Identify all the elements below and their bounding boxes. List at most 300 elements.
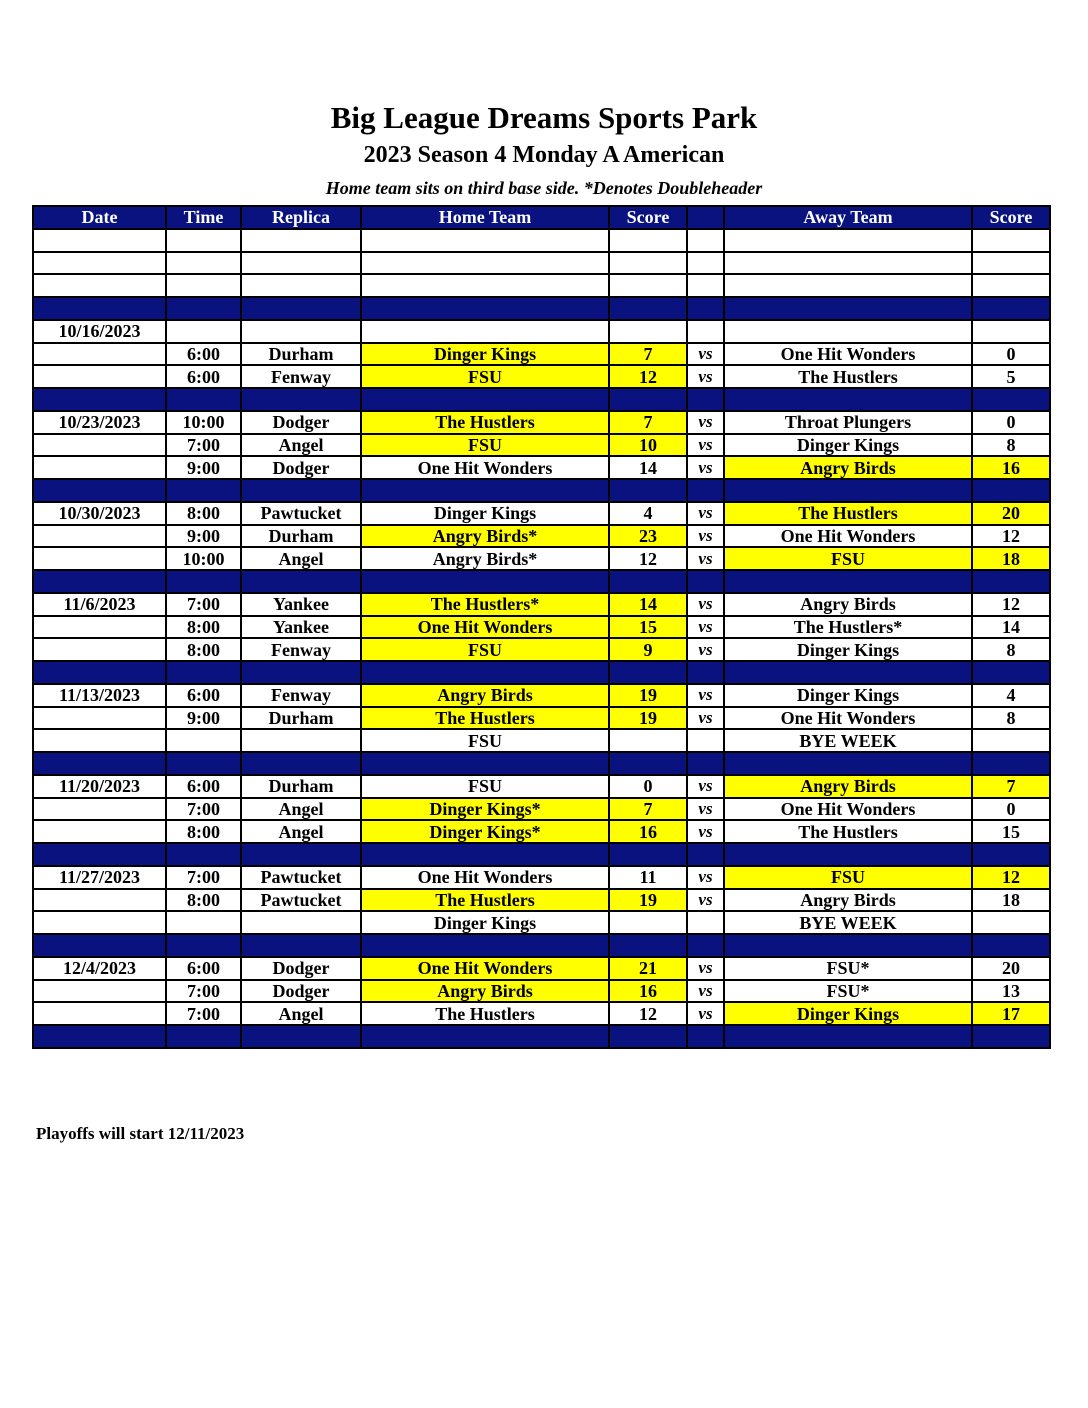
empty-cell [166, 479, 241, 502]
empty-cell [609, 934, 687, 957]
game-row [33, 684, 1050, 707]
replica-cell [241, 911, 361, 934]
home-score-cell: 11 [609, 866, 687, 889]
game-row [33, 411, 1050, 434]
vs-cell: vs [687, 980, 724, 1003]
empty-cell [724, 274, 972, 297]
game-row [33, 1002, 1050, 1025]
empty-cell [166, 752, 241, 775]
game-row [33, 911, 1050, 934]
home-score-cell: 23 [609, 525, 687, 548]
empty-cell [972, 320, 1050, 343]
home-team-cell: Angry Birds [361, 980, 609, 1003]
away-team-cell: One Hit Wonders [724, 343, 972, 366]
schedule-body [33, 229, 1050, 1048]
vs-cell: vs [687, 434, 724, 457]
empty-cell [609, 229, 687, 252]
away-score-cell: 20 [972, 502, 1050, 525]
replica-cell: Pawtucket [241, 866, 361, 889]
game-row [33, 775, 1050, 798]
empty-cell [724, 1025, 972, 1048]
empty-cell [609, 388, 687, 411]
empty-cell [361, 229, 609, 252]
empty-cell [972, 388, 1050, 411]
date-cell: 12/4/2023 [33, 957, 166, 980]
away-score-cell: 14 [972, 616, 1050, 639]
replica-cell: Angel [241, 798, 361, 821]
game-row [33, 866, 1050, 889]
empty-cell [33, 274, 166, 297]
vs-cell: vs [687, 593, 724, 616]
time-cell: 7:00 [166, 798, 241, 821]
away-team-cell: The Hustlers [724, 502, 972, 525]
game-row [33, 707, 1050, 730]
empty-cell [724, 843, 972, 866]
replica-cell [241, 729, 361, 752]
replica-cell: Fenway [241, 365, 361, 388]
empty-cell [33, 570, 166, 593]
time-cell: 10:00 [166, 547, 241, 570]
empty-cell [724, 229, 972, 252]
empty-cell [361, 570, 609, 593]
empty-cell [724, 320, 972, 343]
empty-cell [166, 661, 241, 684]
blank-row [33, 229, 1050, 252]
vs-cell: vs [687, 547, 724, 570]
empty-cell [166, 229, 241, 252]
empty-cell [687, 843, 724, 866]
empty-cell [241, 388, 361, 411]
empty-cell [241, 252, 361, 275]
empty-cell [609, 1025, 687, 1048]
col-replica: Replica [241, 206, 361, 229]
away-team-cell: FSU [724, 547, 972, 570]
game-row [33, 798, 1050, 821]
empty-cell [687, 479, 724, 502]
time-cell: 9:00 [166, 525, 241, 548]
replica-cell: Durham [241, 525, 361, 548]
game-row [33, 980, 1050, 1003]
replica-cell: Dodger [241, 980, 361, 1003]
empty-cell [166, 320, 241, 343]
empty-cell [687, 229, 724, 252]
empty-cell [33, 229, 166, 252]
time-cell: 10:00 [166, 411, 241, 434]
vs-cell: vs [687, 525, 724, 548]
away-score-cell: 12 [972, 525, 1050, 548]
replica-cell: Yankee [241, 593, 361, 616]
vs-cell: vs [687, 684, 724, 707]
home-team-cell: The Hustlers [361, 889, 609, 912]
away-team-cell: Dinger Kings [724, 434, 972, 457]
replica-cell: Angel [241, 1002, 361, 1025]
col-home-team: Home Team [361, 206, 609, 229]
away-score-cell: 7 [972, 775, 1050, 798]
replica-cell: Angel [241, 547, 361, 570]
empty-cell [241, 229, 361, 252]
replica-cell: Pawtucket [241, 502, 361, 525]
date-cell: 10/30/2023 [33, 502, 166, 525]
replica-cell: Durham [241, 707, 361, 730]
home-score-cell: 19 [609, 889, 687, 912]
vs-cell: vs [687, 707, 724, 730]
empty-cell [33, 479, 166, 502]
vs-cell: vs [687, 957, 724, 980]
empty-cell [724, 388, 972, 411]
home-team-cell: Dinger Kings [361, 343, 609, 366]
home-team-cell: FSU [361, 775, 609, 798]
empty-cell [361, 843, 609, 866]
empty-cell [241, 274, 361, 297]
empty-cell [361, 320, 609, 343]
week-separator [33, 388, 1050, 411]
home-team-cell: One Hit Wonders [361, 616, 609, 639]
week-separator [33, 843, 1050, 866]
home-team-cell: FSU [361, 365, 609, 388]
empty-cell [687, 297, 724, 320]
empty-cell [972, 752, 1050, 775]
time-cell: 6:00 [166, 684, 241, 707]
away-score-cell: 12 [972, 593, 1050, 616]
home-score-cell: 19 [609, 684, 687, 707]
vs-cell: vs [687, 1002, 724, 1025]
empty-cell [241, 661, 361, 684]
away-score-cell: 12 [972, 866, 1050, 889]
date-cell: 10/16/2023 [33, 320, 166, 343]
empty-cell [361, 252, 609, 275]
away-team-cell: Angry Birds [724, 456, 972, 479]
empty-cell [361, 479, 609, 502]
away-team-cell: Dinger Kings [724, 1002, 972, 1025]
bye-week-cell: BYE WEEK [724, 729, 972, 752]
empty-cell [241, 570, 361, 593]
schedule-table [32, 205, 1051, 1049]
vs-cell: vs [687, 889, 724, 912]
away-score-cell: 8 [972, 434, 1050, 457]
vs-cell: vs [687, 411, 724, 434]
home-score-cell [609, 911, 687, 934]
home-team-cell: Dinger Kings [361, 502, 609, 525]
date-cell [33, 889, 166, 912]
home-team-cell: Dinger Kings* [361, 798, 609, 821]
home-score-cell: 10 [609, 434, 687, 457]
empty-cell [687, 274, 724, 297]
away-score-cell: 16 [972, 456, 1050, 479]
empty-cell [361, 297, 609, 320]
empty-cell [724, 570, 972, 593]
home-score-cell: 15 [609, 616, 687, 639]
empty-cell [361, 274, 609, 297]
time-cell: 7:00 [166, 1002, 241, 1025]
empty-cell [609, 752, 687, 775]
game-row [33, 729, 1050, 752]
home-score-cell: 16 [609, 980, 687, 1003]
week-separator [33, 661, 1050, 684]
away-score-cell: 4 [972, 684, 1050, 707]
empty-cell [241, 1025, 361, 1048]
away-team-cell: Dinger Kings [724, 684, 972, 707]
empty-cell [972, 934, 1050, 957]
empty-cell [609, 661, 687, 684]
home-score-cell: 7 [609, 411, 687, 434]
date-cell [33, 911, 166, 934]
away-score-cell: 5 [972, 365, 1050, 388]
home-score-cell: 21 [609, 957, 687, 980]
vs-cell: vs [687, 456, 724, 479]
empty-cell [724, 479, 972, 502]
empty-cell [166, 570, 241, 593]
home-score-cell: 0 [609, 775, 687, 798]
game-row [33, 502, 1050, 525]
empty-cell [972, 274, 1050, 297]
home-score-cell: 16 [609, 820, 687, 843]
vs-cell: vs [687, 616, 724, 639]
home-score-cell: 12 [609, 365, 687, 388]
time-cell: 7:00 [166, 434, 241, 457]
empty-cell [241, 297, 361, 320]
blank-row [33, 274, 1050, 297]
away-team-cell: Angry Birds [724, 593, 972, 616]
home-team-cell: The Hustlers [361, 411, 609, 434]
col-away-score: Score [972, 206, 1050, 229]
away-team-cell: FSU* [724, 957, 972, 980]
vs-cell: vs [687, 866, 724, 889]
away-team-cell: FSU* [724, 980, 972, 1003]
vs-cell: vs [687, 798, 724, 821]
empty-cell [361, 1025, 609, 1048]
empty-cell [609, 570, 687, 593]
home-team-cell: The Hustlers [361, 1002, 609, 1025]
empty-cell [609, 320, 687, 343]
time-cell: 9:00 [166, 456, 241, 479]
home-team-cell: Angry Birds* [361, 547, 609, 570]
game-row [33, 638, 1050, 661]
vs-cell: vs [687, 502, 724, 525]
home-score-cell: 4 [609, 502, 687, 525]
vs-cell: vs [687, 775, 724, 798]
empty-cell [687, 320, 724, 343]
empty-cell [972, 1025, 1050, 1048]
game-row [33, 820, 1050, 843]
empty-cell [166, 934, 241, 957]
away-team-cell: One Hit Wonders [724, 798, 972, 821]
replica-cell: Fenway [241, 684, 361, 707]
home-team-cell: Dinger Kings [361, 911, 609, 934]
empty-cell [724, 297, 972, 320]
empty-cell [166, 274, 241, 297]
empty-cell [687, 661, 724, 684]
replica-cell: Pawtucket [241, 889, 361, 912]
away-score-cell [972, 729, 1050, 752]
empty-cell [724, 934, 972, 957]
date-cell [33, 638, 166, 661]
time-cell: 6:00 [166, 775, 241, 798]
col-date: Date [33, 206, 166, 229]
time-cell: 6:00 [166, 957, 241, 980]
page-subtitle: 2023 Season 4 Monday A American [363, 142, 725, 168]
home-team-cell: The Hustlers [361, 707, 609, 730]
date-cell [33, 798, 166, 821]
vs-cell [687, 729, 724, 752]
away-team-cell: FSU [724, 866, 972, 889]
replica-cell: Angel [241, 820, 361, 843]
date-cell: 11/27/2023 [33, 866, 166, 889]
empty-cell [972, 252, 1050, 275]
empty-cell [609, 479, 687, 502]
date-cell [33, 365, 166, 388]
empty-cell [361, 388, 609, 411]
vs-cell: vs [687, 343, 724, 366]
home-team-cell: One Hit Wonders [361, 456, 609, 479]
playoffs-note: Playoffs will start 12/11/2023 [36, 1124, 245, 1143]
empty-cell [33, 252, 166, 275]
time-cell: 8:00 [166, 820, 241, 843]
home-team-cell: One Hit Wonders [361, 957, 609, 980]
time-cell: 8:00 [166, 616, 241, 639]
empty-cell [609, 843, 687, 866]
away-team-cell: Dinger Kings [724, 638, 972, 661]
away-score-cell: 18 [972, 547, 1050, 570]
date-cell [33, 525, 166, 548]
empty-cell [972, 570, 1050, 593]
empty-cell [241, 934, 361, 957]
home-score-cell [609, 729, 687, 752]
away-score-cell [972, 911, 1050, 934]
col-home-score: Score [609, 206, 687, 229]
away-score-cell: 13 [972, 980, 1050, 1003]
time-cell: 7:00 [166, 866, 241, 889]
away-team-cell: Angry Birds [724, 889, 972, 912]
empty-cell [166, 1025, 241, 1048]
replica-cell: Fenway [241, 638, 361, 661]
replica-cell: Durham [241, 343, 361, 366]
empty-cell [724, 752, 972, 775]
empty-cell [33, 297, 166, 320]
schedule-note: Home team sits on third base side. *Denotes Doubleheader [325, 178, 763, 198]
replica-cell: Dodger [241, 456, 361, 479]
week-separator [33, 297, 1050, 320]
empty-cell [241, 479, 361, 502]
home-score-cell: 7 [609, 343, 687, 366]
table-header-row [33, 206, 1050, 229]
blank-row [33, 252, 1050, 275]
time-cell: 7:00 [166, 980, 241, 1003]
empty-cell [687, 752, 724, 775]
away-team-cell: One Hit Wonders [724, 525, 972, 548]
time-cell [166, 729, 241, 752]
away-team-cell: The Hustlers* [724, 616, 972, 639]
time-cell: 6:00 [166, 343, 241, 366]
home-score-cell: 19 [609, 707, 687, 730]
home-score-cell: 9 [609, 638, 687, 661]
empty-cell [972, 479, 1050, 502]
vs-cell [687, 911, 724, 934]
away-score-cell: 0 [972, 343, 1050, 366]
empty-cell [166, 252, 241, 275]
col-vs [687, 206, 724, 229]
time-cell: 8:00 [166, 638, 241, 661]
week-separator [33, 479, 1050, 502]
game-row [33, 343, 1050, 366]
home-team-cell: FSU [361, 434, 609, 457]
date-cell [33, 707, 166, 730]
empty-cell [33, 661, 166, 684]
empty-cell [241, 320, 361, 343]
replica-cell: Durham [241, 775, 361, 798]
empty-cell [166, 388, 241, 411]
empty-cell [687, 934, 724, 957]
empty-cell [972, 843, 1050, 866]
home-team-cell: One Hit Wonders [361, 866, 609, 889]
time-cell: 7:00 [166, 593, 241, 616]
home-team-cell: FSU [361, 729, 609, 752]
date-cell: 11/6/2023 [33, 593, 166, 616]
time-cell [166, 911, 241, 934]
empty-cell [361, 752, 609, 775]
away-team-cell: One Hit Wonders [724, 707, 972, 730]
game-row [33, 525, 1050, 548]
away-team-cell: The Hustlers [724, 365, 972, 388]
empty-cell [166, 297, 241, 320]
home-team-cell: Angry Birds* [361, 525, 609, 548]
empty-cell [33, 843, 166, 866]
week-separator [33, 570, 1050, 593]
vs-cell: vs [687, 638, 724, 661]
home-score-cell: 12 [609, 547, 687, 570]
game-row [33, 434, 1050, 457]
away-score-cell: 8 [972, 707, 1050, 730]
game-row [33, 456, 1050, 479]
date-cell [33, 456, 166, 479]
away-team-cell: The Hustlers [724, 820, 972, 843]
date-cell: 11/13/2023 [33, 684, 166, 707]
date-cell [33, 980, 166, 1003]
away-score-cell: 18 [972, 889, 1050, 912]
vs-cell: vs [687, 365, 724, 388]
game-row [33, 957, 1050, 980]
home-team-cell: The Hustlers* [361, 593, 609, 616]
empty-cell [609, 297, 687, 320]
replica-cell: Dodger [241, 411, 361, 434]
time-cell: 8:00 [166, 502, 241, 525]
empty-cell [687, 252, 724, 275]
home-score-cell: 7 [609, 798, 687, 821]
game-row [33, 593, 1050, 616]
replica-cell: Angel [241, 434, 361, 457]
away-score-cell: 17 [972, 1002, 1050, 1025]
empty-cell [241, 843, 361, 866]
away-score-cell: 15 [972, 820, 1050, 843]
home-team-cell: FSU [361, 638, 609, 661]
game-row [33, 616, 1050, 639]
game-row [33, 547, 1050, 570]
date-cell [33, 616, 166, 639]
date-cell: 11/20/2023 [33, 775, 166, 798]
home-team-cell: Dinger Kings* [361, 820, 609, 843]
time-cell: 8:00 [166, 889, 241, 912]
game-row [33, 889, 1050, 912]
empty-cell [241, 752, 361, 775]
away-team-cell: Throat Plungers [724, 411, 972, 434]
week-separator [33, 1025, 1050, 1048]
empty-cell [33, 1025, 166, 1048]
empty-cell [33, 752, 166, 775]
date-cell [33, 820, 166, 843]
home-score-cell: 12 [609, 1002, 687, 1025]
empty-cell [33, 388, 166, 411]
vs-cell: vs [687, 820, 724, 843]
home-score-cell: 14 [609, 456, 687, 479]
